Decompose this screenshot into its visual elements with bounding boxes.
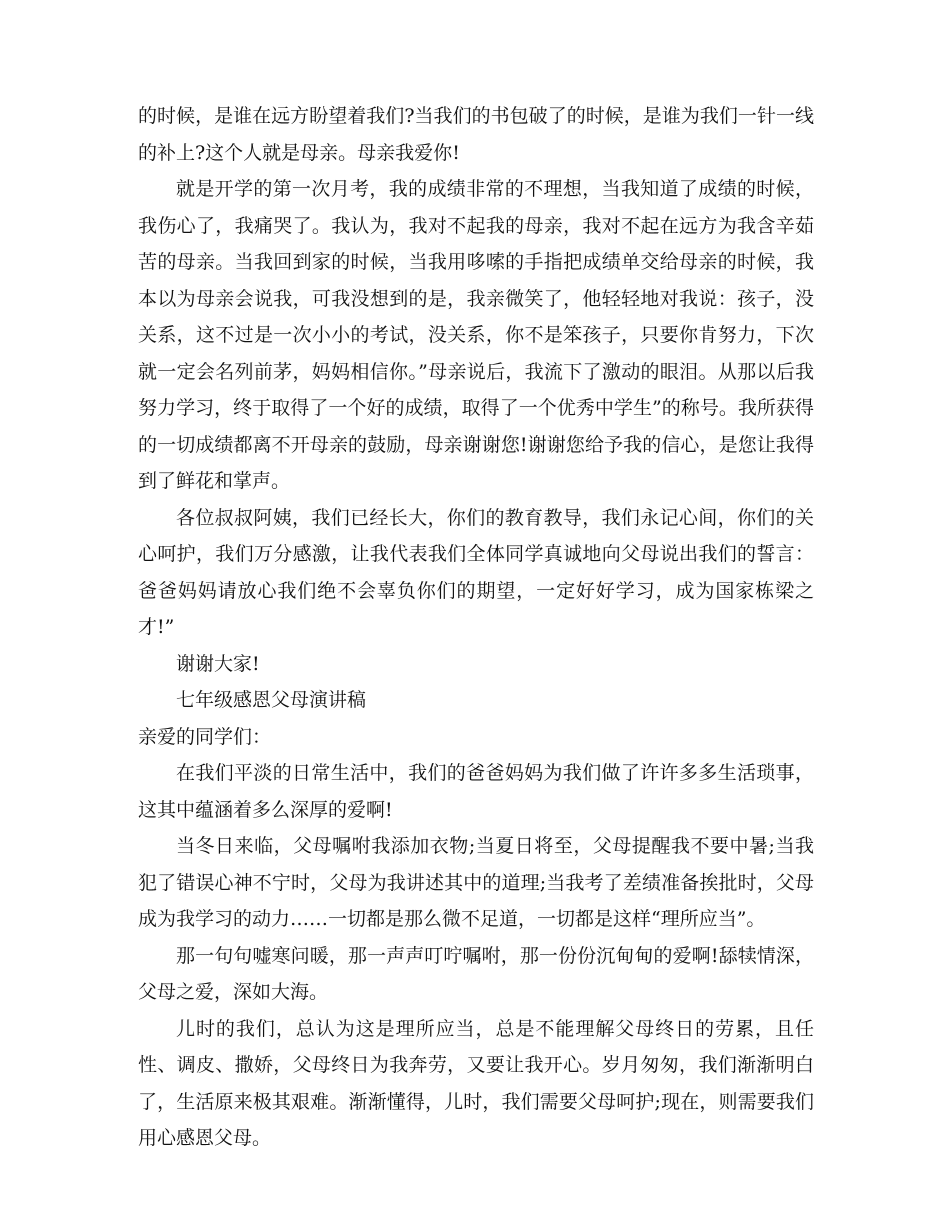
document-body (138, 98, 814, 1157)
paragraph-continuation: 的时候，是谁在远方盼望着我们?当我们的书包破了的时候，是谁为我们一针一线的补上?这个人就是母亲。母亲我爱你! (138, 105, 814, 164)
paragraph-oath: 各位叔叔阿姨，我们已经长大，你们的教育教导，我们永记心间，你们的关心呵护，我们万分感激，让我代表我们全体同学真诚地向父母说出我们的誓言：爸爸妈妈请放心我们绝不会辜负你们的期望，一定好好学习，成为国家栋梁之才!” (138, 506, 814, 638)
paragraph-monthly-exam: 就是开学的第一次月考，我的成绩非常的不理想，当我知道了成绩的时候，我伤心了，我痛哭了。我认为，我对不起我的母亲，我对不起在远方为我含辛茹苦的母亲。当我回到家的时候，当我用哆嗦的手指把成绩单交给母亲的时候，我本以为母亲会说我，可我没想到的是，我亲微笑了，他轻轻地对我说：孩子，没关系，这不过是一次小小的考试，没关系，你不是笨孩子，只要你肯努力，下次就一定会名列前茅，妈妈相信你。”母亲说后，我流下了激动的眼泪。从那以后我努力学习，终于取得了一个好的成绩，取得了一个优秀中学生”的称号。我所获得的一切成绩都离不开母亲的鼓励，母亲谢谢您!谢谢您给予我的信心，是您让我得到了鲜花和掌声。 (138, 178, 814, 492)
paragraph-love: 那一句句嘘寒问暖，那一声声叮咛嘱咐，那一份份沉甸甸的爱啊!舔犊情深，父母之爱，深如大海。 (138, 944, 814, 1003)
paragraph-childhood: 儿时的我们，总认为这是理所应当，总是不能理解父母终日的劳累，且任性、调皮、撒娇，父母终日为我奔劳，又要让我开心。岁月匆匆，我们渐渐明白了，生活原来极其艰难。渐渐懂得，儿时，我们需要父母呵护;现在，则需要我们用心感恩父母。 (138, 1017, 814, 1149)
paragraph-seasons: 当冬日来临，父母嘱咐我添加衣物;当夏日将至，父母提醒我不要中暑;当我犯了错误心神不宁时，父母为我讲述其中的道理;当我考了差绩准备挨批时，父母成为我学习的动力……一切都是那么微不足道，一切都是这样“理所应当”。 (138, 835, 814, 930)
speech-title: 七年级感恩父母演讲稿 (176, 689, 367, 711)
paragraph-daily-life: 在我们平淡的日常生活中，我们的爸爸妈妈为我们做了许许多多生活琐事，这其中蕴涵着多么深厚的爱啊! (138, 762, 814, 821)
paragraph-thanks: 谢谢大家! (176, 652, 260, 675)
salutation: 亲爱的同学们： (138, 725, 272, 748)
